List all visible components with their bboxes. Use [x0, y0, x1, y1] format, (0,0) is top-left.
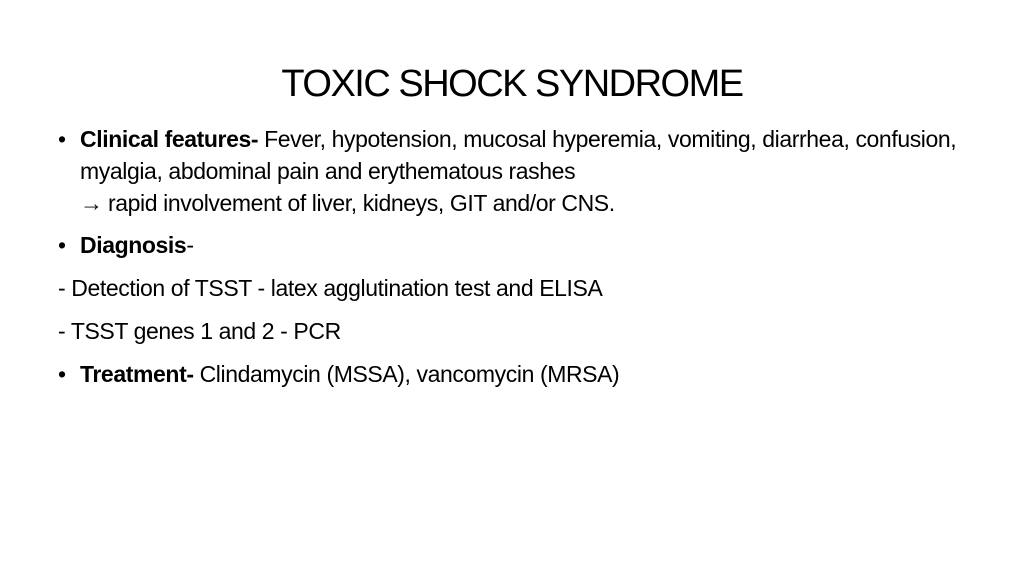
diagnosis-suffix: - [186, 232, 194, 258]
bullet-icon: • [58, 361, 66, 387]
diagnosis-label: Diagnosis [80, 232, 187, 258]
bullet-treatment [58, 358, 978, 390]
clinical-features-body: Fever, hypotension, mucosal hyperemia, vomiting, diarrhea, confusion, myalgia, abdominal pain and erythematous rashes [80, 126, 957, 184]
slide-content [58, 120, 978, 390]
treatment-body: Clindamycin (MSSA), vancomycin (MRSA) [193, 361, 620, 387]
clinical-features-continuation: rapid involvement of liver, kidneys, GIT and/or CNS. [102, 190, 615, 216]
bullet-icon: • [58, 232, 66, 258]
clinical-features-text [80, 123, 978, 219]
bullet-icon: • [58, 126, 66, 152]
bullet-diagnosis [58, 229, 978, 261]
bullet-clinical-features [58, 123, 978, 219]
slide-title: TOXIC SHOCK SYNDROME [281, 63, 743, 105]
right-arrow-icon: → [80, 190, 103, 216]
diagnosis-item-detection: - Detection of TSST - latex agglutination test and ELISA [58, 275, 603, 301]
diagnosis-item-genes: - TSST genes 1 and 2 - PCR [58, 318, 341, 344]
treatment-label: Treatment- [80, 361, 194, 387]
clinical-features-label: Clinical features- [80, 126, 259, 152]
